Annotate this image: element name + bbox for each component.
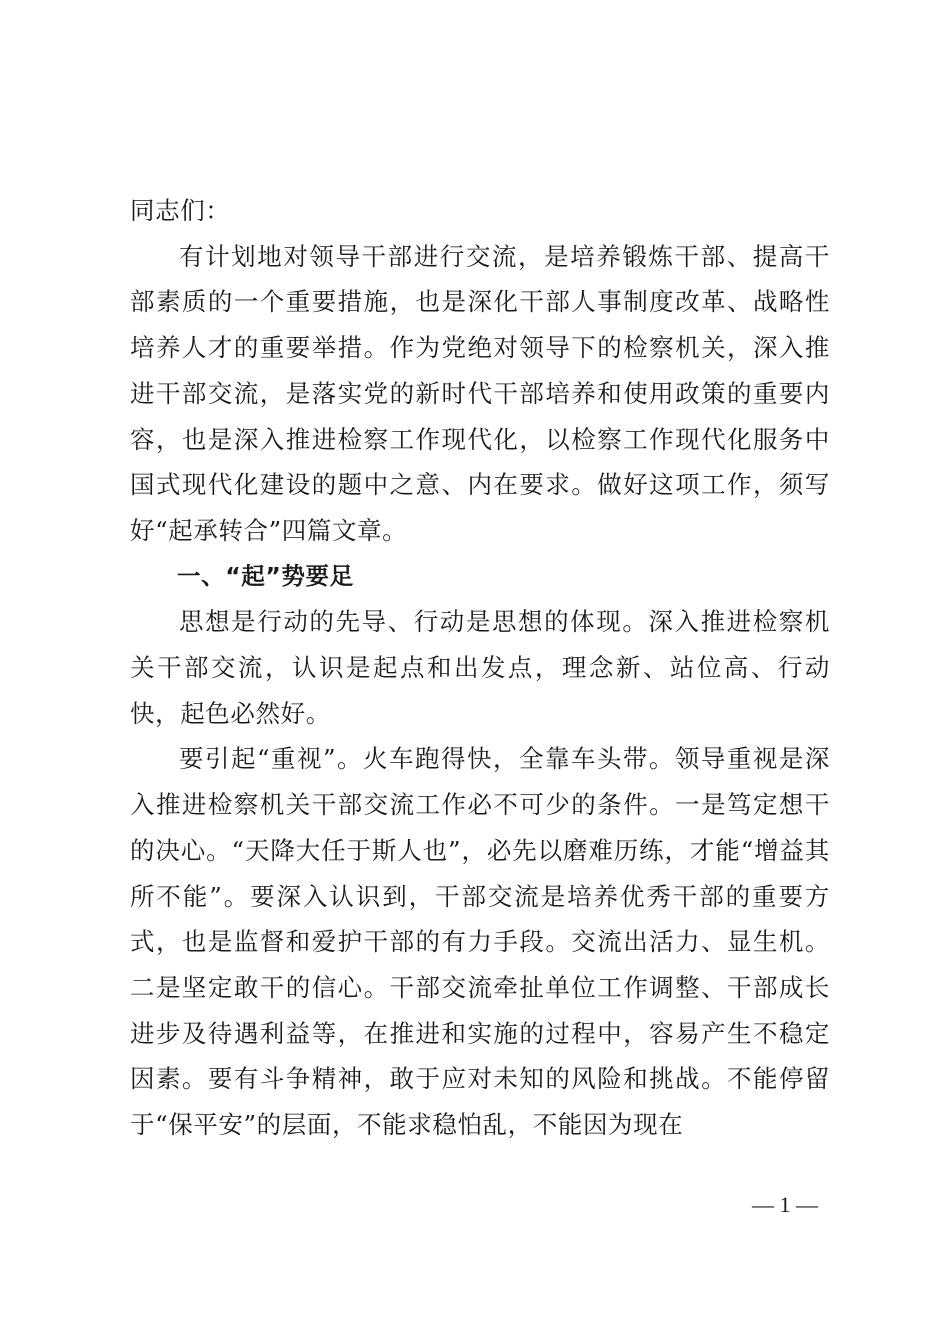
intro-paragraph: 有计划地对领导干部进行交流，是培养锻炼干部、提高干部素质的一个重要措施，也是深化干部人事制度改革、战略性培养人才的重要举措。作为党绝对领导下的检察机关，深入推进干部交流，是落实党的新时代干部培养和使用政策的重要内容，也是深入推进检察工作现代化，以检察工作现代化服务中国式现代化建设的题中之意、内在要求。做好这项工作，须写好“起承转合”四篇文章。: [130, 241, 830, 545]
section-paragraph-1: 思想是行动的先导、行动是思想的体现。深入推进检察机关干部交流，认识是起点和出发点，理念新、站位高、行动快，起色必然好。: [130, 607, 830, 728]
page-number: — 1 —: [752, 1192, 818, 1217]
section-heading: 一、“起”势要足: [177, 561, 354, 590]
document-body: [130, 188, 830, 1148]
section-paragraph-2: 要引起“重视”。火车跑得快，全靠车头带。领导重视是深入推进检察机关干部交流工作必不可少的条件。一是笃定想干的决心。“天降大任于斯人也”，必先以磨难历练，才能“增益其所不能”。要深入认识到，干部交流是培养优秀干部的重要方式，也是监督和爱护干部的有力手段。交流出活力、显生机。二是坚定敢干的信心。干部交流牵扯单位工作调整、干部成长进步及待遇利益等，在推进和实施的过程中，容易产生不稳定因素。要有斗争精神，敢于应对未知的风险和挑战。不能停留于“保平安”的层面，不能求稳怕乱，不能因为现在: [130, 744, 830, 1140]
greeting: 同志们：: [130, 196, 231, 225]
